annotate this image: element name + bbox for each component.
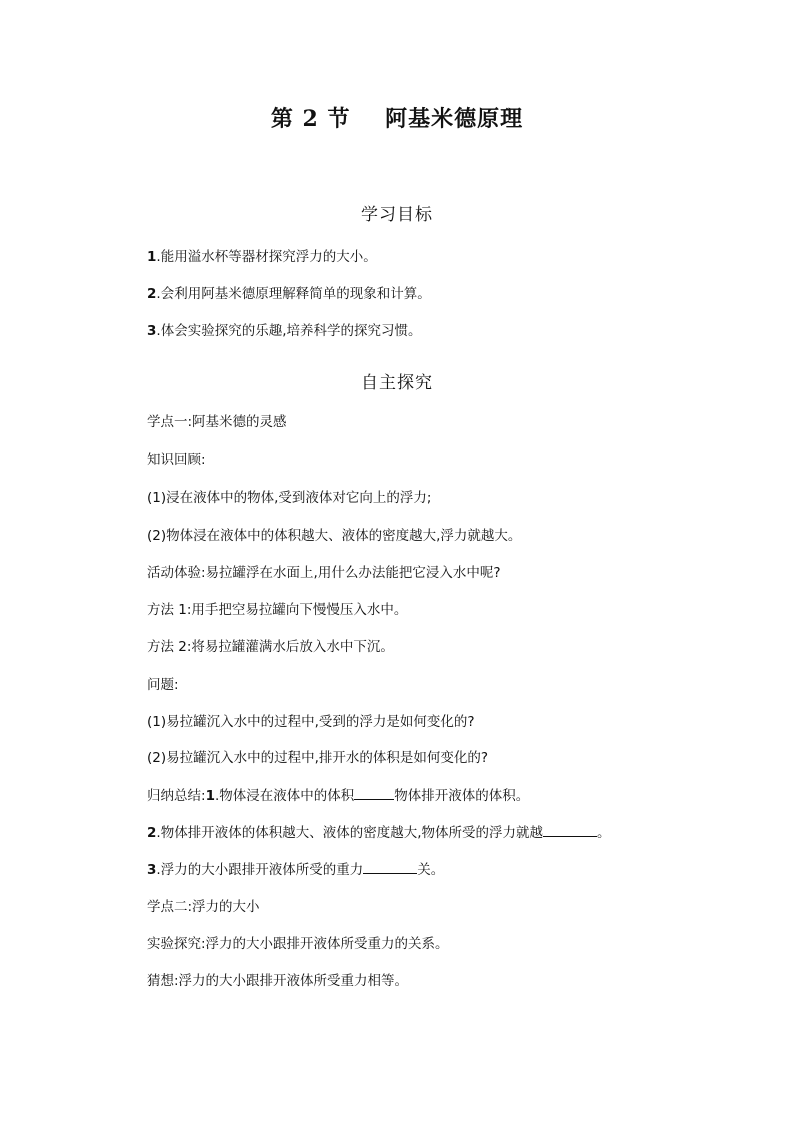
review-item-2: (2)物体浸在液体中的体积越大、液体的密度越大,浮力就越大。 xyxy=(147,528,522,544)
goal-item-3 xyxy=(147,322,747,340)
summary-text: 。 xyxy=(597,825,611,841)
goal-text: .会利用阿基米德原理解释简单的现象和计算。 xyxy=(156,286,431,302)
question-label: 问题: xyxy=(147,677,179,693)
fill-blank[interactable] xyxy=(363,861,417,874)
section-heading-explore: 自主探究 xyxy=(361,373,433,393)
summary-text: .物体浸在液体中的体积 xyxy=(214,788,355,804)
summary-2 xyxy=(147,824,747,842)
section-heading-goals: 学习目标 xyxy=(361,205,433,225)
method-1: 方法 1:用手把空易拉罐向下慢慢压入水中。 xyxy=(147,602,408,618)
study-point-1: 学点一:阿基米德的灵感 xyxy=(147,414,287,430)
goal-text: .体会实验探究的乐趣,培养科学的探究习惯。 xyxy=(156,323,422,339)
study-point-2: 学点二:浮力的大小 xyxy=(147,899,260,915)
review-label: 知识回顾: xyxy=(147,452,206,468)
review-item-1: (1)浸在液体中的物体,受到液体对它向上的浮力; xyxy=(147,490,432,506)
experiment-text: 实验探究:浮力的大小跟排开液体所受重力的关系。 xyxy=(147,936,449,952)
activity-text: 活动体验:易拉罐浮在水面上,用什么办法能把它浸入水中呢? xyxy=(147,565,501,581)
guess-text: 猜想:浮力的大小跟排开液体所受重力相等。 xyxy=(147,973,409,989)
summary-text: .物体排开液体的体积越大、液体的密度越大,物体所受的浮力就越 xyxy=(156,825,543,841)
goal-number: 1 xyxy=(147,249,157,265)
summary-number: 3 xyxy=(147,862,157,878)
fill-blank[interactable] xyxy=(543,824,597,837)
goal-text: .能用溢水杯等器材探究浮力的大小。 xyxy=(156,249,377,265)
goal-number: 3 xyxy=(147,323,157,339)
summary-3 xyxy=(147,861,747,879)
goal-item-1 xyxy=(147,248,747,266)
question-1: (1)易拉罐沉入水中的过程中,受到的浮力是如何变化的? xyxy=(147,714,475,730)
summary-text: 关。 xyxy=(417,862,445,878)
goal-number: 2 xyxy=(147,286,157,302)
summary-number: 1 xyxy=(205,788,215,804)
summary-text: .浮力的大小跟排开液体所受的重力 xyxy=(156,862,364,878)
summary-label: 归纳总结: xyxy=(147,788,206,804)
fill-blank[interactable] xyxy=(354,787,394,800)
method-2: 方法 2:将易拉罐灌满水后放入水中下沉。 xyxy=(147,639,394,655)
summary-number: 2 xyxy=(147,825,157,841)
question-2: (2)易拉罐沉入水中的过程中,排开水的体积是如何变化的? xyxy=(147,750,489,766)
summary-1 xyxy=(147,787,747,805)
page-title: 第 2 节 阿基米德原理 xyxy=(270,106,524,132)
goal-item-2 xyxy=(147,285,747,303)
summary-text: 物体排开液体的体积。 xyxy=(394,788,530,804)
